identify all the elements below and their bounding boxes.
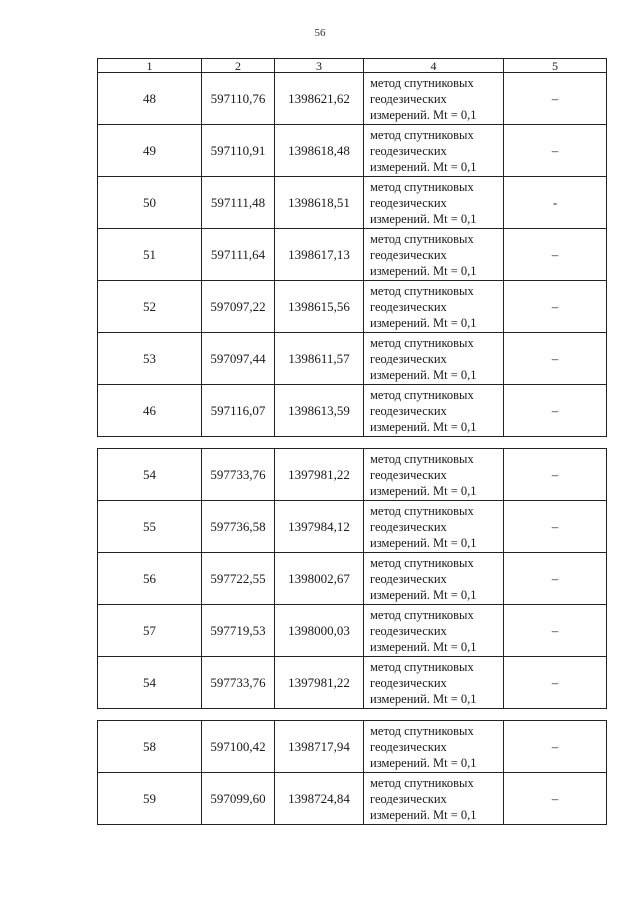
method-line: метод спутниковых: [370, 75, 474, 90]
method-line: метод спутниковых: [370, 451, 474, 466]
table-row: [98, 333, 607, 385]
method-line: измерений. Mt = 0,1: [370, 807, 477, 822]
method-line: геодезических: [370, 91, 447, 106]
x-coordinate-cell: 597100,42: [202, 721, 275, 773]
coordinates-table: [97, 58, 607, 825]
point-number-cell: 54: [98, 657, 202, 709]
method-line: измерений. Mt = 0,1: [370, 691, 477, 706]
method-line: метод спутниковых: [370, 283, 474, 298]
y-coordinate-cell: 1398618,48: [275, 125, 364, 177]
column-5-cell: –: [504, 73, 607, 125]
method-line: геодезических: [370, 519, 447, 534]
column-5-cell: –: [504, 657, 607, 709]
method-cell: [364, 553, 504, 605]
column-5-cell: –: [504, 333, 607, 385]
point-number-cell: 55: [98, 501, 202, 553]
y-coordinate-cell: 1398617,13: [275, 229, 364, 281]
method-line: геодезических: [370, 571, 447, 586]
column-5-cell: –: [504, 721, 607, 773]
group-separator-cell: [98, 437, 607, 449]
x-coordinate-cell: 597722,55: [202, 553, 275, 605]
method-line: геодезических: [370, 403, 447, 418]
method-line: метод спутниковых: [370, 775, 474, 790]
method-line: измерений. Mt = 0,1: [370, 159, 477, 174]
y-coordinate-cell: 1397981,22: [275, 657, 364, 709]
method-line: геодезических: [370, 623, 447, 638]
method-line: измерений. Mt = 0,1: [370, 211, 477, 226]
table-body: [98, 73, 607, 825]
y-coordinate-cell: 1398615,56: [275, 281, 364, 333]
column-5-cell: –: [504, 125, 607, 177]
y-coordinate-cell: 1398717,94: [275, 721, 364, 773]
method-line: геодезических: [370, 467, 447, 482]
method-line: геодезических: [370, 195, 447, 210]
x-coordinate-cell: 597736,58: [202, 501, 275, 553]
column-5-cell: –: [504, 229, 607, 281]
method-cell: [364, 177, 504, 229]
method-cell: [364, 657, 504, 709]
method-line: геодезических: [370, 299, 447, 314]
method-cell: [364, 721, 504, 773]
y-coordinate-cell: 1398611,57: [275, 333, 364, 385]
point-number-cell: 53: [98, 333, 202, 385]
method-cell: [364, 449, 504, 501]
method-line: метод спутниковых: [370, 335, 474, 350]
method-line: геодезических: [370, 351, 447, 366]
point-number-cell: 52: [98, 281, 202, 333]
y-coordinate-cell: 1397981,22: [275, 449, 364, 501]
x-coordinate-cell: 597111,48: [202, 177, 275, 229]
point-number-cell: 57: [98, 605, 202, 657]
method-line: метод спутниковых: [370, 555, 474, 570]
table-row: [98, 229, 607, 281]
table-row: [98, 177, 607, 229]
column-5-cell: –: [504, 449, 607, 501]
point-number-cell: 46: [98, 385, 202, 437]
y-coordinate-cell: 1398618,51: [275, 177, 364, 229]
method-line: измерений. Mt = 0,1: [370, 535, 477, 550]
y-coordinate-cell: 1398613,59: [275, 385, 364, 437]
method-line: геодезических: [370, 791, 447, 806]
method-line: метод спутниковых: [370, 179, 474, 194]
page-number: 56: [314, 27, 326, 39]
point-number-cell: 58: [98, 721, 202, 773]
x-coordinate-cell: 597097,44: [202, 333, 275, 385]
point-number-cell: 51: [98, 229, 202, 281]
method-line: измерений. Mt = 0,1: [370, 755, 477, 770]
method-line: измерений. Mt = 0,1: [370, 639, 477, 654]
column-5-cell: –: [504, 281, 607, 333]
table-row: [98, 501, 607, 553]
header-col-4: 4: [364, 59, 504, 73]
method-cell: [364, 773, 504, 825]
column-5-cell: –: [504, 605, 607, 657]
x-coordinate-cell: 597110,91: [202, 125, 275, 177]
method-line: измерений. Mt = 0,1: [370, 367, 477, 382]
x-coordinate-cell: 597733,76: [202, 657, 275, 709]
method-line: метод спутниковых: [370, 607, 474, 622]
point-number-cell: 49: [98, 125, 202, 177]
table-row: [98, 605, 607, 657]
method-cell: [364, 125, 504, 177]
point-number-cell: 56: [98, 553, 202, 605]
method-cell: [364, 229, 504, 281]
table-row: [98, 125, 607, 177]
point-number-cell: 59: [98, 773, 202, 825]
point-number-cell: 50: [98, 177, 202, 229]
x-coordinate-cell: 597110,76: [202, 73, 275, 125]
table-row: [98, 773, 607, 825]
table-row: [98, 553, 607, 605]
method-line: геодезических: [370, 143, 447, 158]
y-coordinate-cell: 1398724,84: [275, 773, 364, 825]
method-line: измерений. Mt = 0,1: [370, 107, 477, 122]
table-row: [98, 449, 607, 501]
method-line: метод спутниковых: [370, 723, 474, 738]
column-5-cell: –: [504, 385, 607, 437]
table-row: [98, 721, 607, 773]
table-row: [98, 385, 607, 437]
method-line: метод спутниковых: [370, 659, 474, 674]
x-coordinate-cell: 597097,22: [202, 281, 275, 333]
method-line: измерений. Mt = 0,1: [370, 419, 477, 434]
method-line: метод спутниковых: [370, 503, 474, 518]
method-cell: [364, 501, 504, 553]
group-separator-cell: [98, 709, 607, 721]
x-coordinate-cell: 597116,07: [202, 385, 275, 437]
method-line: измерений. Mt = 0,1: [370, 315, 477, 330]
method-cell: [364, 605, 504, 657]
point-number-cell: 54: [98, 449, 202, 501]
header-col-1: 1: [98, 59, 202, 73]
method-line: геодезических: [370, 675, 447, 690]
method-cell: [364, 385, 504, 437]
group-separator-row: [98, 437, 607, 449]
x-coordinate-cell: 597733,76: [202, 449, 275, 501]
column-5-cell: –: [504, 773, 607, 825]
group-separator-row: [98, 709, 607, 721]
method-line: метод спутниковых: [370, 387, 474, 402]
method-line: измерений. Mt = 0,1: [370, 483, 477, 498]
column-5-cell: –: [504, 501, 607, 553]
header-row: [98, 59, 607, 73]
method-line: геодезических: [370, 739, 447, 754]
table-row: [98, 73, 607, 125]
x-coordinate-cell: 597719,53: [202, 605, 275, 657]
method-cell: [364, 73, 504, 125]
method-cell: [364, 281, 504, 333]
column-5-cell: –: [504, 553, 607, 605]
table-row: [98, 281, 607, 333]
x-coordinate-cell: 597111,64: [202, 229, 275, 281]
method-line: геодезических: [370, 247, 447, 262]
method-line: метод спутниковых: [370, 231, 474, 246]
method-cell: [364, 333, 504, 385]
method-line: метод спутниковых: [370, 127, 474, 142]
table-row: [98, 657, 607, 709]
y-coordinate-cell: 1398621,62: [275, 73, 364, 125]
column-5-cell: -: [504, 177, 607, 229]
y-coordinate-cell: 1398000,03: [275, 605, 364, 657]
method-line: измерений. Mt = 0,1: [370, 587, 477, 602]
header-col-2: 2: [202, 59, 275, 73]
header-col-5: 5: [504, 59, 607, 73]
y-coordinate-cell: 1398002,67: [275, 553, 364, 605]
x-coordinate-cell: 597099,60: [202, 773, 275, 825]
method-line: измерений. Mt = 0,1: [370, 263, 477, 278]
point-number-cell: 48: [98, 73, 202, 125]
header-col-3: 3: [275, 59, 364, 73]
y-coordinate-cell: 1397984,12: [275, 501, 364, 553]
